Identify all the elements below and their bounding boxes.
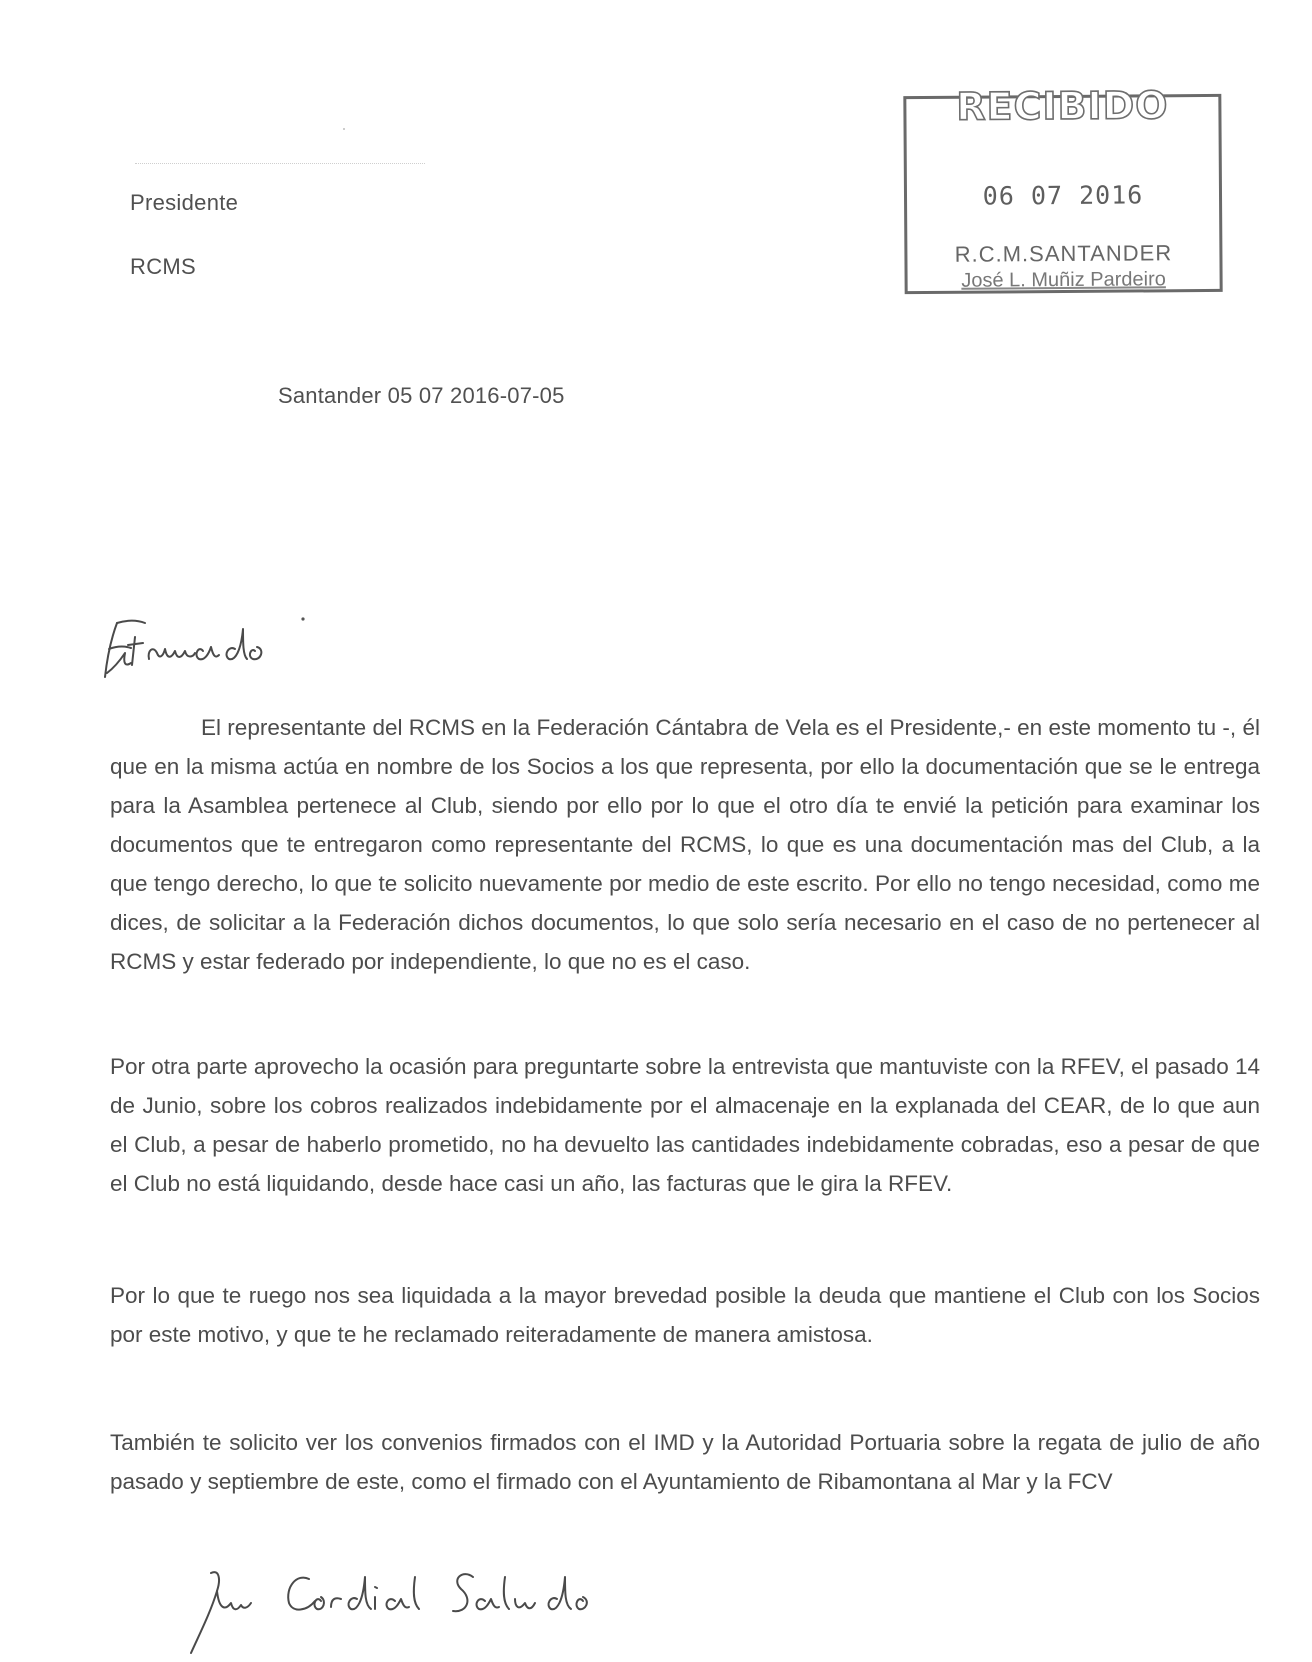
handwritten-closing <box>185 1565 665 1660</box>
body-paragraph-2: Por otra parte aprovecho la ocasión para preguntarte sobre la entrevista que mantuviste con la RFEV, el pasado 14 de Junio, sobre los cobros realizados indebidamente por el almacenaje en la explanada del CEAR, de lo que aun el Club, a pesar de haberlo prometido, no ha devuelto las cantidades indebidamente cobradas, eso a pesar de que el Club no está liquidando, desde hace casi un año, las facturas que le gira la RFEV. <box>110 1054 1260 1196</box>
stamp-person: José L. Muñiz Pardeiro <box>961 268 1166 292</box>
body-paragraph-1: El representante del RCMS en la Federación Cántabra de Vela es el Presidente,- en este momento tu -, él que en la misma actúa en nombre de los Socios a los que representa, por ello la documentación que se le entrega para la Asamblea pertenece al Club, siendo por ello por lo que el otro día te envié la petición para examinar los documentos que te entregaron como representante del RCMS, lo que es una documentación mas del Club, a la que tengo derecho, lo que te solicito nuevamente por medio de este escrito. Por ello no tengo necesidad, como me dices, de solicitar a la Federación dichos documentos, lo que solo sería necesario en el caso de no pertenecer al RCMS y estar federado por independiente, lo que no es el caso. <box>110 715 1260 974</box>
faint-mark <box>343 128 345 130</box>
stamp-organization: R.C.M.SANTANDER <box>954 240 1173 267</box>
recipient-organization: RCMS <box>130 254 196 279</box>
stamp-date: 06 07 2016 <box>982 180 1144 211</box>
body-paragraph-4: También te solicito ver los convenios firmados con el IMD y la Autoridad Portuaria sobre la regata de julio de año pasado y septiembre de este, como el firmado con el Ayuntamiento de Ribamontana al Mar y la FCV <box>110 1430 1260 1494</box>
body-paragraph-3: Por lo que te ruego nos sea liquidada a la mayor brevedad posible la deuda que mantiene el Club con los Socios por este motivo, y que te he reclamado reiteradamente de manera amistosa. <box>110 1283 1260 1347</box>
recipient-title: Presidente <box>130 190 239 215</box>
received-stamp <box>903 83 1222 294</box>
faint-address-line <box>135 163 425 165</box>
stamp-title: RECIBIDO <box>956 83 1169 129</box>
handwritten-greeting <box>95 615 335 685</box>
date-line: Santander 05 07 2016-07-05 <box>278 383 565 408</box>
